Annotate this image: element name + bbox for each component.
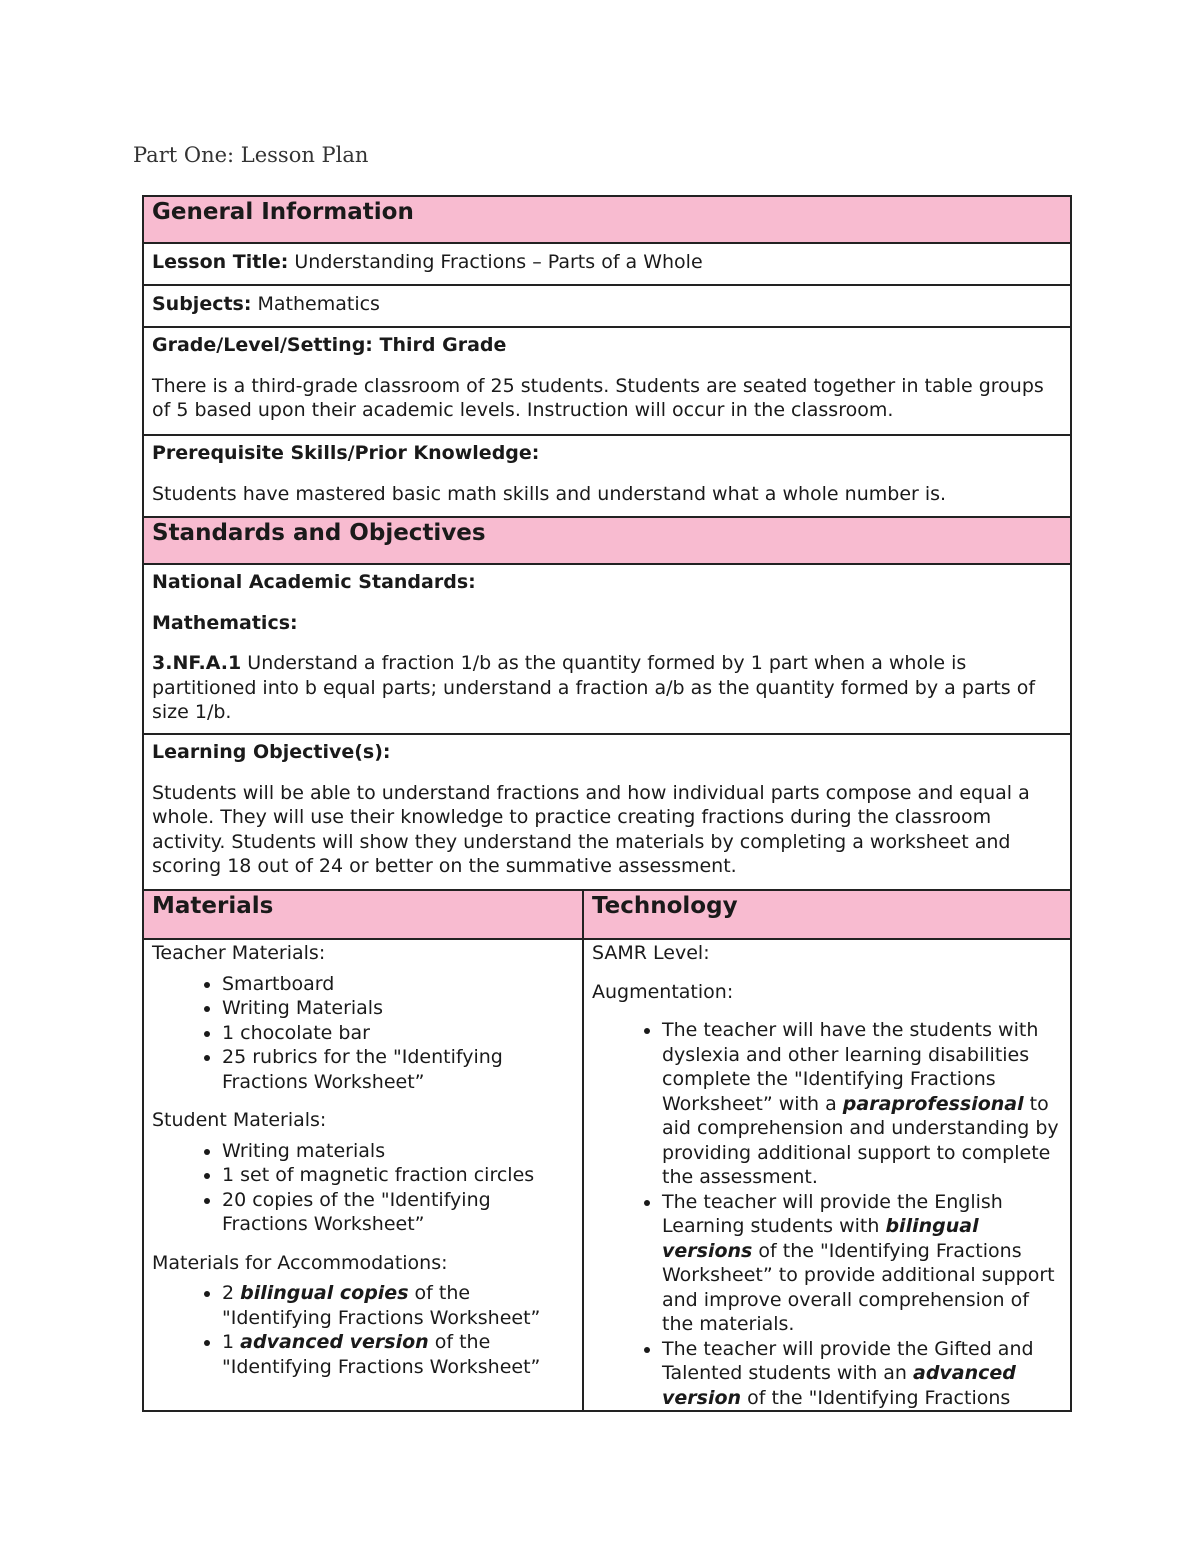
subjects-value: Mathematics	[251, 293, 380, 315]
item-text: 2	[222, 1282, 241, 1304]
materials-heading: Materials	[144, 891, 584, 938]
item-emphasis: bilingual versions	[662, 1215, 979, 1262]
grade-label: Grade/Level/Setting: Third Grade	[152, 334, 507, 356]
national-standards-label: National Academic Standards:	[152, 571, 476, 593]
standard-description: Understand a fraction 1/b as the quantity formed by 1 part when a whole is partitioned into b equal parts; understand a fraction a/b as the quantity formed by a parts of size 1/b.	[152, 652, 1036, 723]
item-emphasis: advanced version	[240, 1331, 429, 1353]
page-title: Part One: Lesson Plan	[133, 143, 369, 167]
item-text: 1	[222, 1331, 241, 1353]
technology-heading: Technology	[592, 893, 738, 919]
item-text: of the "Identifying Fractions	[741, 1386, 1011, 1409]
samr-level-label: SAMR Level:	[592, 942, 710, 964]
student-materials-list	[152, 1139, 574, 1237]
standards-header	[144, 518, 1070, 565]
subjects-label: Subjects:	[152, 293, 252, 315]
materials-cell	[144, 940, 584, 1410]
subjects-row	[144, 286, 1070, 328]
list-item: • 1 chocolate bar	[222, 1021, 574, 1046]
item-text: to aid comprehension and understanding by providing additional support to complete the assessment.	[662, 1092, 1059, 1188]
list-item	[662, 1018, 1062, 1190]
lesson-plan-table	[142, 195, 1072, 1412]
item-text: of the "Identifying Fractions Worksheet” to provide additional support and improve overall comprehension of the materials.	[662, 1239, 1055, 1335]
lesson-title-label: Lesson Title:	[152, 251, 289, 273]
objective-label: Learning Objective(s):	[152, 741, 391, 763]
teacher-materials-label: Teacher Materials:	[152, 942, 326, 964]
list-item: • Writing Materials	[222, 996, 574, 1021]
lesson-title-value: Understanding Fractions – Parts of a Whole	[288, 251, 703, 273]
item-text: The teacher will have the students with dyslexia and other learning disabilities complete the "Identifying Fractions Worksheet” with a	[662, 1019, 1039, 1115]
item-text: of the "Identifying Fractions Worksheet”	[222, 1282, 541, 1329]
list-item	[662, 1337, 1062, 1411]
list-item	[222, 1330, 574, 1379]
standard-text	[152, 651, 1062, 725]
teacher-materials-list	[152, 972, 574, 1095]
general-info-header	[144, 197, 1070, 244]
list-item: • 25 rubrics for the "Identifying Fractions Worksheet”	[222, 1045, 574, 1094]
standards-row	[144, 565, 1070, 735]
prereq-label: Prerequisite Skills/Prior Knowledge:	[152, 442, 540, 464]
list-item	[222, 1281, 574, 1330]
mathematics-label: Mathematics:	[152, 611, 298, 634]
item-text: The teacher will provide the Gifted and Talented students with an	[662, 1337, 1034, 1384]
technology-list	[592, 1018, 1062, 1410]
grade-description: There is a third-grade classroom of 25 students. Students are seated together in table groups of 5 based upon their academic levels. Instruction will occur in the classroom.	[152, 374, 1044, 421]
list-item: • 1 set of magnetic fraction circles	[222, 1163, 574, 1188]
item-emphasis: bilingual copies	[240, 1282, 409, 1304]
list-item	[662, 1190, 1062, 1337]
item-emphasis: advanced version	[662, 1362, 1016, 1409]
standard-code: 3.NF.A.1	[152, 652, 242, 674]
lesson-title-row	[144, 244, 1070, 286]
student-materials-label: Student Materials:	[152, 1109, 327, 1131]
materials-technology-body	[144, 940, 1070, 1410]
technology-cell	[584, 940, 1070, 1410]
item-emphasis: paraprofessional	[842, 1092, 1024, 1115]
materials-technology-header	[144, 891, 1070, 940]
list-item: • 20 copies of the "Identifying Fractions Worksheet”	[222, 1188, 574, 1237]
section-heading: Standards and Objectives	[152, 520, 486, 546]
list-item: • Writing materials	[222, 1139, 574, 1164]
augmentation-label: Augmentation:	[592, 980, 734, 1003]
prerequisite-row	[144, 436, 1070, 518]
accommodations-label: Materials for Accommodations:	[152, 1251, 448, 1274]
list-item: • Smartboard	[222, 972, 574, 997]
item-text: The teacher will provide the English Learning students with	[662, 1190, 1003, 1237]
item-text: of the "Identifying Fractions Worksheet”	[222, 1331, 541, 1378]
section-heading: General Information	[152, 199, 414, 225]
grade-setting-row	[144, 328, 1070, 436]
objective-text: Students will be able to understand fractions and how individual parts compose and equal a whole. They will use their knowledge to practice creating fractions during the classroom activity. Students will show they understand the materials by completing a worksheet and scoring 18 out of 24 or better on the summative assessment.	[152, 781, 1030, 877]
prereq-text: Students have mastered basic math skills and understand what a whole number is.	[152, 482, 947, 505]
objectives-row	[144, 735, 1070, 891]
accommodations-list	[152, 1281, 574, 1379]
